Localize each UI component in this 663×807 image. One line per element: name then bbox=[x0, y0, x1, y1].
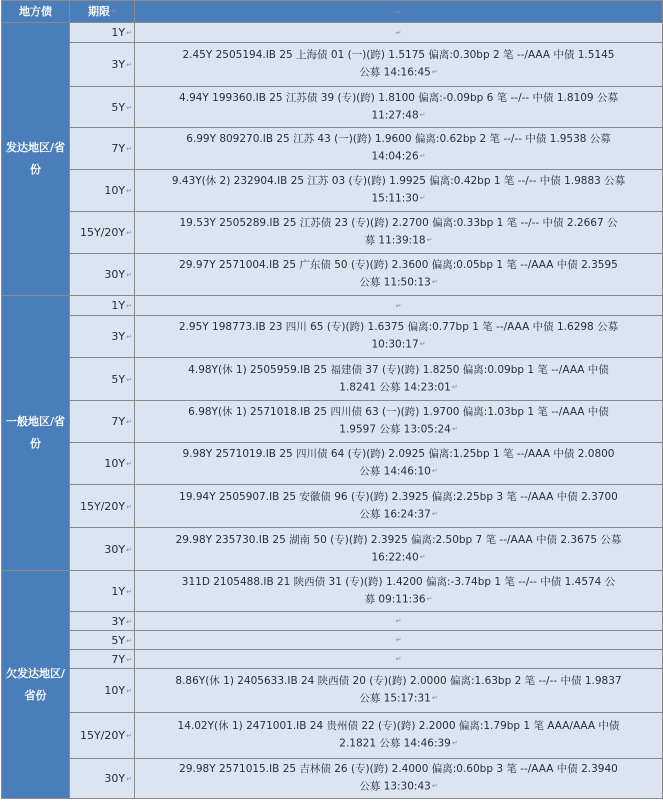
quote-text: 公募 13:30:43 bbox=[359, 780, 431, 793]
quote-text: 15:11:30 bbox=[371, 192, 419, 205]
paragraph-mark-icon: ↵ bbox=[431, 509, 438, 518]
paragraph-mark-icon: ↵ bbox=[395, 8, 402, 16]
quote-line bbox=[141, 336, 656, 354]
quote-line bbox=[141, 778, 656, 796]
quote-cell bbox=[135, 528, 663, 571]
term-label: 15Y/20Y bbox=[79, 226, 126, 239]
paragraph-mark-icon: ↵ bbox=[126, 229, 132, 237]
paragraph-mark-icon: ↵ bbox=[126, 502, 132, 511]
term-label: 10Y bbox=[104, 457, 126, 470]
quote-text: 9.43Y(休 2) 232904.IB 25 江苏 03 (专)(跨) 1.9925 偏离:0.42bp 1 笔 --/-- 中债 1.9883 公募 bbox=[171, 175, 626, 188]
quote-text: 1.9597 公募 13:05:24 bbox=[339, 423, 451, 436]
table-row bbox=[2, 43, 663, 87]
header-term-label: 期限 bbox=[88, 4, 110, 18]
quote-line bbox=[141, 232, 656, 250]
quote-cell bbox=[135, 23, 663, 43]
paragraph-mark-icon: ↵ bbox=[126, 103, 132, 112]
paragraph-mark-icon: ↵ bbox=[126, 302, 132, 310]
paragraph-mark-icon: ↵ bbox=[126, 333, 132, 341]
paragraph-mark-icon: ↵ bbox=[419, 194, 426, 203]
table-row bbox=[2, 212, 663, 254]
quote-line bbox=[141, 421, 656, 439]
table-row bbox=[2, 170, 663, 212]
table-row bbox=[2, 650, 663, 669]
quote-text: 4.98Y(休 1) 2505959.IB 25 福建债 37 (专)(跨) 1.8250 偏离:0.09bp 1 笔 --/AAA 中债 bbox=[188, 363, 609, 376]
quote-cell bbox=[135, 713, 663, 759]
term-label: 10Y bbox=[104, 184, 126, 197]
table-row bbox=[2, 401, 663, 443]
quote-line bbox=[141, 274, 656, 292]
quote-cell bbox=[135, 212, 663, 254]
quote-text: 14.02Y(休 1) 2471001.IB 24 贵州债 22 (专)(跨) 2.2000 偏离:1.79bp 1 笔 AAA/AAA 中债 bbox=[177, 720, 620, 733]
term-label: 7Y bbox=[111, 142, 126, 155]
term-label: 1Y bbox=[111, 26, 126, 39]
quote-line bbox=[141, 506, 656, 524]
quote-line bbox=[141, 690, 656, 708]
region-label: 欠发达地区/省份 bbox=[2, 571, 70, 799]
term-cell bbox=[70, 443, 135, 485]
table-row bbox=[2, 571, 663, 612]
quote-text: 6.99Y 809270.IB 25 江苏 43 (一)(跨) 1.9600 偏离:0.62bp 2 笔 --/-- 中债 1.9538 公募 bbox=[186, 133, 611, 146]
quote-line bbox=[141, 148, 656, 166]
quote-text: 311D 2105488.IB 21 陕西债 31 (专)(跨) 1.4200 偏离:-3.74bp 1 笔 --/-- 中债 1.4574 公 bbox=[181, 575, 616, 588]
paragraph-mark-icon: ↵ bbox=[111, 7, 117, 16]
term-cell bbox=[70, 631, 135, 650]
quote-line bbox=[141, 319, 656, 336]
term-cell bbox=[70, 23, 135, 43]
paragraph-mark-icon: ↵ bbox=[126, 545, 132, 554]
quote-cell bbox=[135, 759, 663, 799]
header-term bbox=[70, 1, 135, 23]
quote-line bbox=[141, 489, 656, 506]
term-label: 30Y bbox=[104, 542, 126, 556]
paragraph-mark-icon: ↵ bbox=[451, 382, 458, 391]
paragraph-mark-icon: ↵ bbox=[126, 687, 132, 695]
term-cell bbox=[70, 571, 135, 612]
quote-cell bbox=[135, 43, 663, 87]
table-row bbox=[2, 485, 663, 528]
quote-text: 29.98Y 2571015.IB 25 吉林债 26 (专)(跨) 2.4000 偏离:0.60bp 3 笔 --/AAA 中债 2.3940 bbox=[179, 763, 618, 776]
term-cell bbox=[70, 170, 135, 212]
quote-text: 19.53Y 2505289.IB 25 江苏债 23 (专)(跨) 2.2700 偏离:0.33bp 1 笔 --/-- 中债 2.2667 公 bbox=[179, 217, 618, 230]
paragraph-mark-icon: ↵ bbox=[126, 375, 132, 384]
paragraph-mark-icon: ↵ bbox=[126, 655, 132, 664]
quote-cell bbox=[135, 254, 663, 296]
term-cell bbox=[70, 485, 135, 528]
table-row bbox=[2, 443, 663, 485]
term-cell bbox=[70, 528, 135, 571]
quote-text: 公募 11:50:13 bbox=[359, 276, 431, 289]
paragraph-mark-icon: ↵ bbox=[426, 236, 433, 245]
term-label: 5Y bbox=[111, 633, 126, 647]
table-row bbox=[2, 713, 663, 759]
quote-text: 公募 14:46:10 bbox=[359, 465, 431, 478]
table-row bbox=[2, 254, 663, 296]
quote-text: 4.94Y 199360.IB 25 江苏债 39 (专)(跨) 1.8100 偏离:-0.09bp 6 笔 --/-- 中债 1.8109 公募 bbox=[179, 91, 618, 104]
quote-line bbox=[141, 215, 656, 232]
term-cell bbox=[70, 612, 135, 631]
quote-text: 29.98Y 235730.IB 25 湖南 50 (专)(跨) 2.3925 偏离:2.50bp 7 笔 --/AAA 中债 2.3675 公募 bbox=[175, 533, 622, 546]
quote-cell bbox=[135, 128, 663, 170]
paragraph-mark-icon: ↵ bbox=[126, 271, 132, 279]
paragraph-mark-icon: ↵ bbox=[431, 68, 438, 77]
quote-line bbox=[141, 735, 656, 753]
paragraph-mark-icon: ↵ bbox=[426, 594, 433, 603]
paragraph-mark-icon: ↵ bbox=[451, 425, 458, 434]
quote-text: 公募 15:17:31 bbox=[359, 692, 431, 705]
quote-text: 10:30:17 bbox=[371, 338, 419, 351]
quote-text: 募 09:11:36 bbox=[364, 593, 426, 606]
table-row bbox=[2, 296, 663, 316]
paragraph-mark-icon: ↵ bbox=[126, 587, 132, 596]
term-label: 3Y bbox=[111, 614, 126, 628]
paragraph-mark-icon: ↵ bbox=[126, 145, 132, 153]
quote-cell bbox=[135, 170, 663, 212]
quote-line bbox=[141, 90, 656, 107]
term-cell bbox=[70, 401, 135, 443]
table-row bbox=[2, 759, 663, 799]
quote-cell bbox=[135, 669, 663, 713]
quote-line bbox=[141, 404, 656, 421]
table-row bbox=[2, 358, 663, 401]
quote-line bbox=[141, 64, 656, 82]
quote-cell bbox=[135, 87, 663, 128]
table-row bbox=[2, 612, 663, 631]
quote-cell bbox=[135, 358, 663, 401]
quote-cell bbox=[135, 401, 663, 443]
quote-line bbox=[141, 463, 656, 481]
term-cell bbox=[70, 650, 135, 669]
term-label: 15Y/20Y bbox=[79, 729, 126, 742]
header-content bbox=[135, 1, 663, 23]
quote-text: 2.1821 公募 14:46:39 bbox=[339, 737, 451, 750]
paragraph-mark-icon: ↵ bbox=[395, 301, 402, 310]
term-label: 15Y/20Y bbox=[79, 499, 126, 513]
quote-line bbox=[141, 761, 656, 778]
quote-line bbox=[141, 257, 656, 274]
table-row bbox=[2, 87, 663, 128]
term-cell bbox=[70, 296, 135, 316]
paragraph-mark-icon: ↵ bbox=[126, 636, 132, 645]
term-label: 7Y bbox=[111, 415, 126, 428]
table-row bbox=[2, 128, 663, 170]
paragraph-mark-icon: ↵ bbox=[126, 775, 132, 783]
term-label: 5Y bbox=[111, 100, 126, 114]
paragraph-mark-icon: ↵ bbox=[126, 61, 132, 69]
paragraph-mark-icon: ↵ bbox=[126, 617, 132, 626]
quote-text: 16:22:40 bbox=[371, 551, 419, 564]
term-label: 1Y bbox=[111, 584, 126, 598]
paragraph-mark-icon: ↵ bbox=[395, 636, 402, 644]
term-label: 30Y bbox=[104, 268, 126, 281]
table-row bbox=[2, 23, 663, 43]
paragraph-mark-icon: ↵ bbox=[431, 694, 438, 703]
header-region: 地方债 bbox=[2, 1, 70, 23]
term-cell bbox=[70, 713, 135, 759]
quote-text: 1.8241 公募 14:23:01 bbox=[339, 381, 451, 394]
quote-line bbox=[141, 190, 656, 208]
paragraph-mark-icon: ↵ bbox=[395, 28, 402, 37]
quote-line bbox=[141, 47, 656, 64]
quote-cell bbox=[135, 650, 663, 669]
term-cell bbox=[70, 212, 135, 254]
quote-line bbox=[141, 673, 656, 690]
quote-line bbox=[141, 591, 656, 609]
quote-text: 公募 16:24:37 bbox=[359, 508, 431, 521]
term-cell bbox=[70, 87, 135, 128]
term-cell bbox=[70, 759, 135, 799]
quote-text: 14:04:26 bbox=[371, 150, 419, 163]
paragraph-mark-icon: ↵ bbox=[431, 467, 438, 476]
paragraph-mark-icon: ↵ bbox=[126, 29, 132, 37]
term-label: 7Y bbox=[111, 652, 126, 666]
quote-cell bbox=[135, 571, 663, 612]
quote-line bbox=[141, 131, 656, 148]
quote-line bbox=[141, 532, 656, 549]
quote-line bbox=[141, 362, 656, 379]
paragraph-mark-icon: ↵ bbox=[126, 187, 132, 195]
paragraph-mark-icon: ↵ bbox=[126, 732, 132, 740]
quote-text: 2.95Y 198773.IB 23 四川 65 (专)(跨) 1.6375 偏离:0.77bp 1 笔 --/AAA 中债 1.6298 公募 bbox=[178, 321, 619, 334]
table-row bbox=[2, 631, 663, 650]
quote-cell bbox=[135, 443, 663, 485]
quote-text: 11:27:48 bbox=[371, 109, 419, 122]
quote-line bbox=[141, 446, 656, 463]
header-row bbox=[2, 1, 663, 23]
table-body bbox=[2, 23, 663, 799]
term-label: 10Y bbox=[104, 684, 126, 697]
quote-text: 公募 14:16:45 bbox=[359, 66, 431, 79]
table-row bbox=[2, 669, 663, 713]
quote-text: 募 11:39:18 bbox=[364, 234, 426, 247]
term-cell bbox=[70, 358, 135, 401]
quote-text: 8.86Y(休 1) 2405633.IB 24 陕西债 20 (专)(跨) 2.0000 偏离:1.63bp 2 笔 --/-- 中债 1.9837 bbox=[175, 675, 622, 688]
quote-line bbox=[141, 107, 656, 125]
quote-text: 9.98Y 2571019.IB 25 四川债 64 (专)(跨) 2.0925 偏离:1.25bp 1 笔 --/AAA 中债 2.0800 bbox=[182, 448, 615, 461]
paragraph-mark-icon: ↵ bbox=[395, 655, 402, 663]
paragraph-mark-icon: ↵ bbox=[431, 278, 438, 287]
term-label: 5Y bbox=[111, 372, 126, 386]
region-label: 发达地区/省份 bbox=[2, 23, 70, 296]
paragraph-mark-icon: ↵ bbox=[419, 152, 426, 161]
quote-cell bbox=[135, 612, 663, 631]
region-label: 一般地区/省份 bbox=[2, 296, 70, 571]
term-label: 30Y bbox=[104, 772, 126, 785]
quote-line bbox=[141, 574, 656, 591]
quote-cell bbox=[135, 631, 663, 650]
paragraph-mark-icon: ↵ bbox=[451, 739, 458, 748]
quote-text: 6.98Y(休 1) 2571018.IB 25 四川债 63 (一)(跨) 1.9700 偏离:1.03bp 1 笔 --/AAA 中债 bbox=[188, 406, 609, 419]
bond-table bbox=[1, 0, 663, 799]
term-label: 3Y bbox=[111, 330, 126, 343]
quote-cell bbox=[135, 296, 663, 316]
quote-line bbox=[141, 173, 656, 190]
paragraph-mark-icon: ↵ bbox=[419, 110, 426, 119]
term-cell bbox=[70, 128, 135, 170]
term-cell bbox=[70, 254, 135, 296]
paragraph-mark-icon: ↵ bbox=[126, 460, 132, 468]
quote-line bbox=[141, 718, 656, 735]
paragraph-mark-icon: ↵ bbox=[431, 782, 438, 791]
quote-text: 2.45Y 2505194.IB 25 上海债 01 (一)(跨) 1.5175 偏离:0.30bp 2 笔 --/AAA 中债 1.5145 bbox=[182, 49, 615, 62]
quote-text: 29.97Y 2571004.IB 25 广东债 50 (专)(跨) 2.3600 偏离:0.05bp 1 笔 --/AAA 中债 2.3595 bbox=[179, 259, 618, 272]
quote-text: 19.94Y 2505907.IB 25 安徽债 96 (专)(跨) 2.3925 偏离:2.25bp 3 笔 --/AAA 中债 2.3700 bbox=[179, 490, 618, 503]
quote-line bbox=[141, 549, 656, 567]
paragraph-mark-icon: ↵ bbox=[126, 418, 132, 426]
paragraph-mark-icon: ↵ bbox=[395, 617, 402, 625]
table-row bbox=[2, 316, 663, 358]
paragraph-mark-icon: ↵ bbox=[419, 552, 426, 561]
paragraph-mark-icon: ↵ bbox=[419, 340, 426, 349]
term-cell bbox=[70, 669, 135, 713]
quote-cell bbox=[135, 316, 663, 358]
quote-line bbox=[141, 379, 656, 397]
term-cell bbox=[70, 43, 135, 87]
quote-cell bbox=[135, 485, 663, 528]
term-label: 1Y bbox=[111, 299, 126, 312]
term-cell bbox=[70, 316, 135, 358]
term-label: 3Y bbox=[111, 58, 126, 71]
table-row bbox=[2, 528, 663, 571]
